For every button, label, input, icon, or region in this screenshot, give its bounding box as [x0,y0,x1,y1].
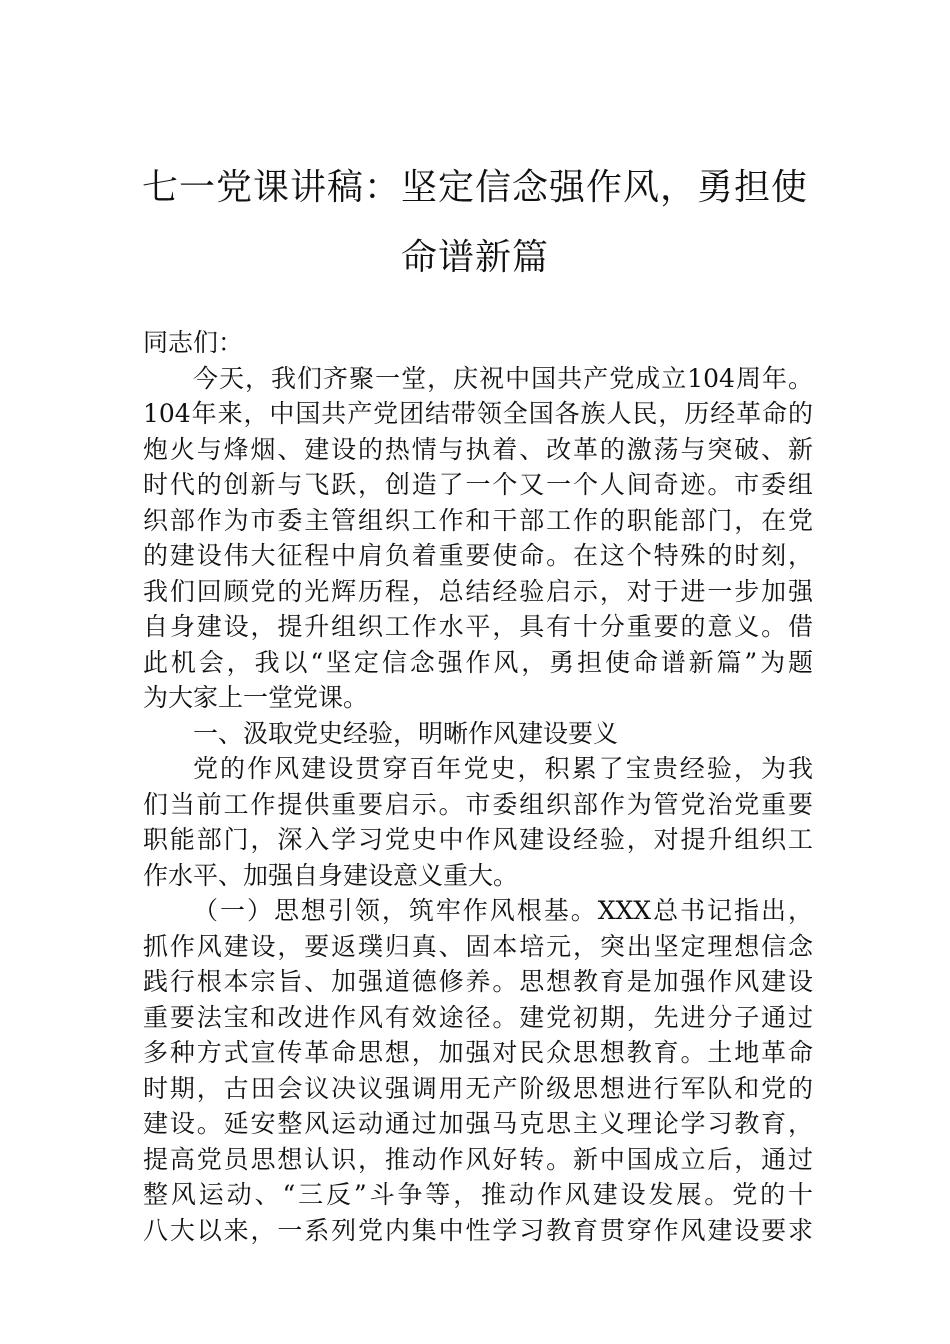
document-body [143,325,813,1248]
paragraph-line: 重要法宝和改进作风有效途径。建党初期，先进分子通过 [143,1002,813,1032]
paragraph-line: 我们回顾党的光辉历程，总结经验启示，对于进一步加强 [143,576,813,606]
paragraph-line: 时期，古田会议决议强调用无产阶级思想进行军队和党的 [143,1073,813,1103]
section-heading: 一、汲取党史经验，明晰作风建设要义 [193,718,619,748]
paragraph-line: 作水平、加强自身建设意义重大。 [143,860,519,890]
paragraph-line: 建设。延安整风运动通过加强马克思主义理论学习教育， [143,1109,813,1138]
document-title-line-2: 命谱新篇 [400,237,549,278]
paragraph-line: 炮火与烽烟、建设的热情与执着、改革的激荡与突破、新 [143,434,813,464]
paragraph-line: 的建设伟大征程中肩负着重要使命。在这个特殊的时刻， [143,541,813,570]
paragraph-line: 今天，我们齐聚一堂，庆祝中国共产党成立104周年。 [193,363,813,393]
paragraph-line: 织部作为市委主管组织工作和干部工作的职能部门，在党 [143,505,813,535]
paragraph-line: 八大以来，一系列党内集中性学习教育贯穿作风建设要求 [143,1215,813,1245]
paragraph-line: 整风运动、“三反”斗争等，推动作风建设发展。党的十 [143,1180,813,1209]
paragraph-line: 党的作风建设贯穿百年党史，积累了宝贵经验，为我 [193,754,813,783]
document-title-line-1: 七一党课讲稿：坚定信念强作风，勇担使 [141,167,808,208]
paragraph-line: 104年来，中国共产党团结带领全国各族人民，历经革命的 [143,399,813,428]
paragraph-line: 多种方式宣传革命思想，加强对民众思想教育。土地革命 [143,1038,813,1067]
paragraph-line: 时代的创新与飞跃，创造了一个又一个人间奇迹。市委组 [143,470,813,499]
paragraph-line: 自身建设，提升组织工作水平，具有十分重要的意义。借 [143,612,813,641]
paragraph-line: 践行根本宗旨、加强道德修养。思想教育是加强作风建设 [143,967,813,996]
paragraph-line: 此机会，我以“坚定信念强作风，勇担使命谱新篇”为题 [143,647,813,677]
salutation: 同志们： [143,328,244,357]
paragraph-line: 提高党员思想认识，推动作风好转。新中国成立后，通过 [143,1144,813,1174]
subsection-line: （一）思想引领，筑牢作风根基。XXX总书记指出， [193,896,813,925]
paragraph-line: 为大家上一堂党课。 [143,683,369,712]
paragraph-line: 抓作风建设，要返璞归真、固本培元，突出坚定理想信念 [143,931,813,961]
paragraph-line: 们当前工作提供重要启示。市委组织部作为管党治党重要 [143,789,813,819]
paragraph-line: 职能部门，深入学习党史中作风建设经验，对提升组织工 [143,825,813,854]
